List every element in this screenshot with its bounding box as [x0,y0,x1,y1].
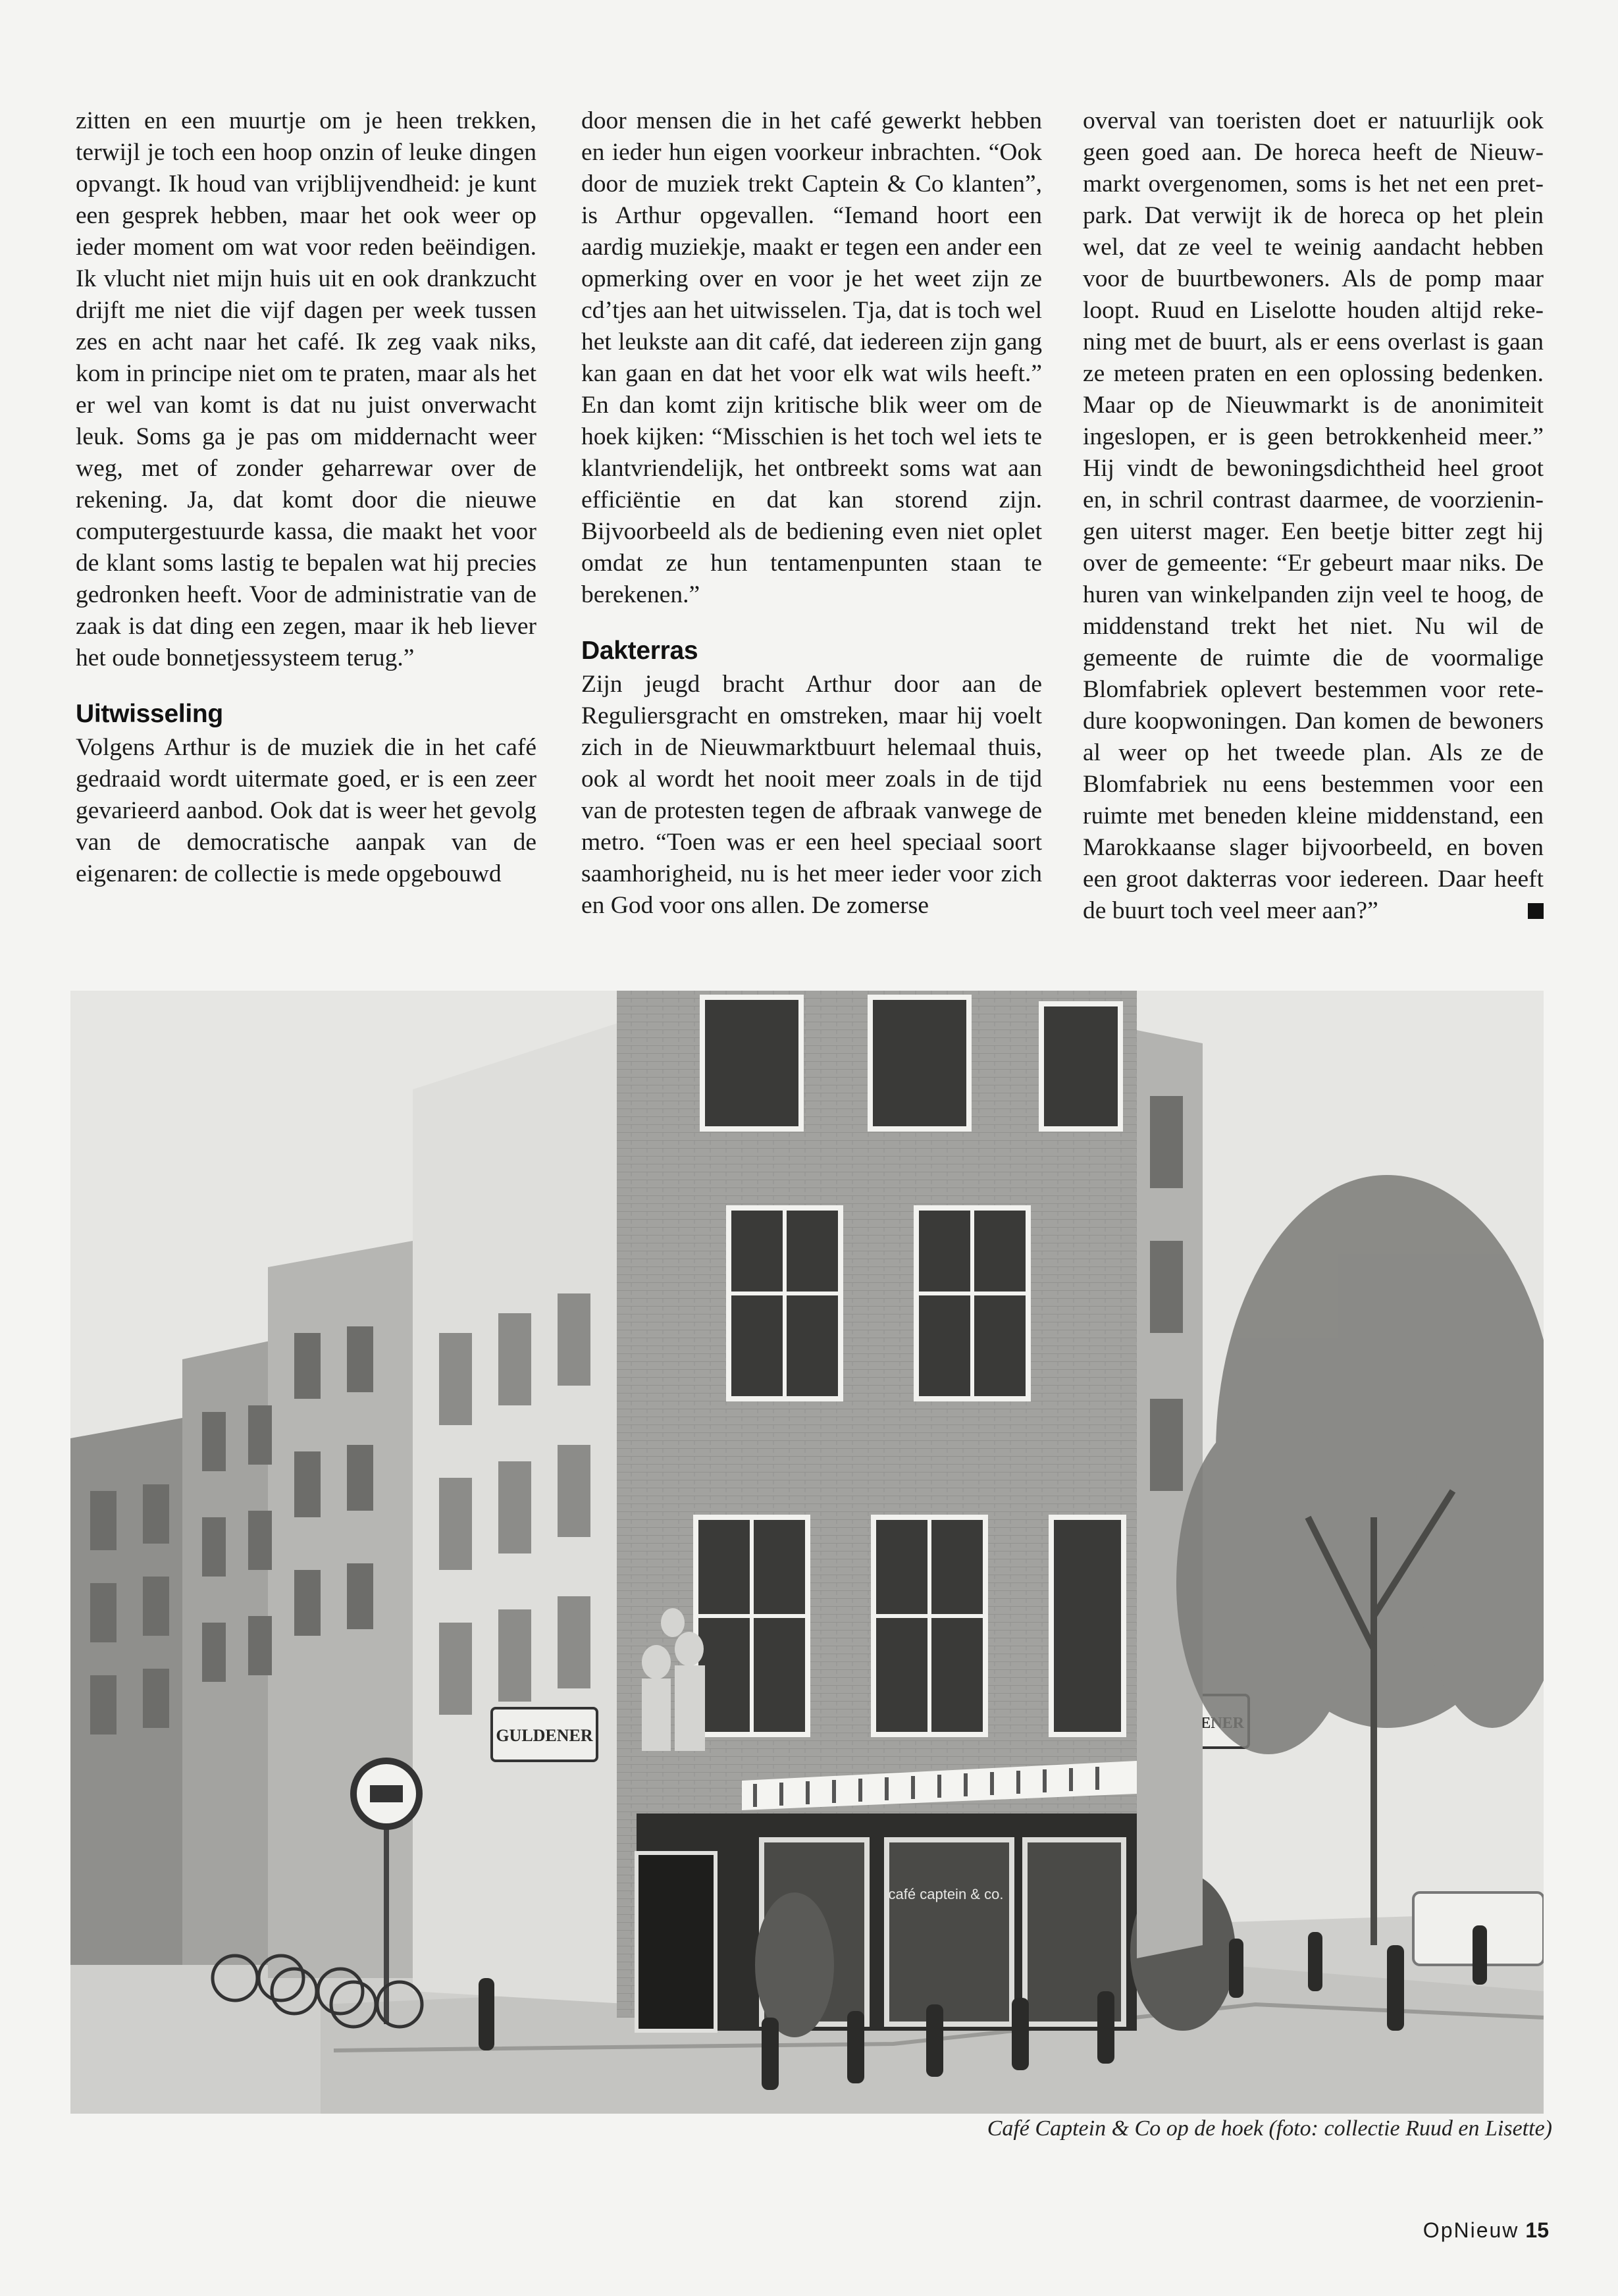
section-heading-dakterras: Dakterras [581,637,698,665]
end-of-article-square-icon [1528,903,1544,919]
photo-caption: Café Captein & Co op de hoek (foto: collectie Ruud en Lisette) [987,2116,1552,2141]
paragraph-text: overval van toeristen doet er natuurlijk ook geen goed aan. De horeca heeft de Nieuwmarkt overgenomen, soms is het net een pretpark. Dat verwijt ik de horeca op het plein wel, dat ze veel te weinig aandacht hebben voor de buurtbewoners. Als de pomp maar loopt. Ruud en Liselotte houden altijd rekening met de buurt, als er eens overlast is gaan ze meteen praten en een oplossing bedenken. Maar op de Nieuwmarkt is de anonimiteit ingeslopen, er is geen betrokkenheid meer.” Hij vindt de bewoningsdichtheid heel groot en, in schril contrast daarmee, de voorzieningen uiterst mager. Een beetje bitter zegt hij over de gemeente: “Er gebeurt maar niks. De huren van winkelpanden zijn veel te hoog, de middenstand trekt het niet. Nu wil de gemeente de ruimte die de voormalige Blomfabriek oplevert bestemmen voor retedure koopwoningen. Dan komen de bewoners al weer op het tweede plan. Als ze de Blomfabriek nu eens bestemmen voor een ruimte met beneden kleine middenstand, een Marokkaanse slager bijvoorbeeld, en boven een groot dakterras voor iedereen. Daar heeft de buurt toch veel meer aan?” [1083,107,1544,924]
section-heading-uitwisseling: Uitwisseling [76,700,223,728]
svg-text:GULDENER: GULDENER [496,1726,593,1745]
paragraph: Volgens Arthur is de muziek die in het café gedraaid wordt uitermate goed, er is een zeer gevarieerd aanbod. Ook dat is weer het gevolg van de democratische aanpak van de eigenaren: de collectie is mede opgebouwd [76,734,536,887]
cafe-window-lettering: café captein & co. [888,1886,1004,1902]
paragraph: zitten en een muurtje om je heen trekken, terwijl je toch een hoop onzin of leuke dingen opvangt. Ik houd van vrijblijvendheid: je kunt een gesprek hebben, maar het ook weer op ieder moment om wat voor reden beëindigen. Ik vlucht niet mijn huis uit en ook drankzucht drijft me niet die vijf dagen per week tussen zes en acht naar het café. Ik zeg vaak niks, kom in principe niet om te praten, maar als het er wel van komt is dat nu juist onverwacht leuk. Soms ga je pas om middernacht weer weg, met of zonder geharrewar over de rekening. Ja, dat komt door die nieuwe computergestuurde kassa, die maakt het voor de klant soms lastig te bepalen wat hij precies gedronken heeft. Voor de administratie van de zaak is dat ding een zegen, maar ik heb liever het oude bonnetjessysteem terug.” [76,107,536,671]
magazine-name: OpNieuw [1422,2218,1519,2242]
paragraph: Zijn jeugd bracht Arthur door aan de Reguliersgracht en omstreken, maar hij voelt zich in de Nieuwmarktbuurt helemaal thuis, ook al wordt het nooit meer zoals in de tijd van de protesten tegen de afbraak vanwege de metro. “Toen was er een heel speciaal soort saamhorigheid, nu is het meer ieder voor zich en God voor ons allen. De zomerse [581,671,1042,919]
article-column-1 [76,105,536,890]
page-number: 15 [1525,2218,1549,2242]
article-column-3 [1083,105,1544,927]
paragraph [1083,105,1544,927]
street-corner-photo [70,991,1544,2114]
guldener-sign-left [492,1708,597,1761]
page-footer [1423,2218,1549,2243]
article-column-2 [581,105,1042,922]
paragraph: door mensen die in het café gewerkt hebben en ieder hun eigen voorkeur inbrachten. “Ook door de muziek trekt Captein & Co klanten”, is Arthur opgevallen. “Iemand hoort een aardig muziekje, maakt er tegen een ander een opmerking over en voor je het weet zijn ze cd’tjes aan het uitwisselen. Tja, dat is toch wel het leukste aan dit café, dat iedereen zijn gang kan gaan en dat het voor elk wat wils heeft.” En dan komt zijn kritische blik weer om de hoek kijken: “Misschien is het toch wel iets te klantvriendelijk, het ontbreekt soms wat aan efficiëntie en dat kan storend zijn. Bijvoorbeeld als de bediening even niet oplet omdat ze hun tentamenpunten staan te berekenen.” [581,107,1042,608]
